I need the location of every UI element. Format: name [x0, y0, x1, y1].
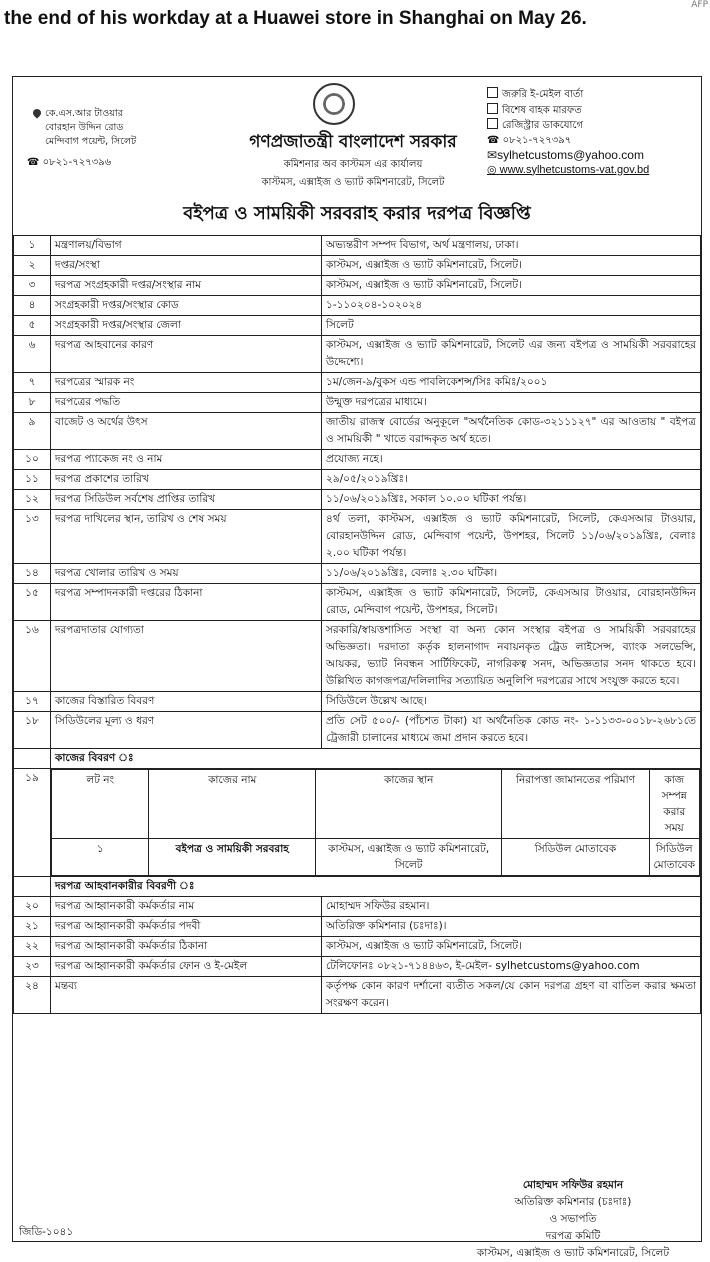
gd-code: জিডি-১০৪১: [19, 1226, 74, 1238]
table-row: [14, 470, 701, 490]
row-label: দরপত্র আহ্বানকারী কর্মকর্তার নাম: [51, 897, 322, 917]
table-row: [14, 510, 701, 564]
table-row: [14, 692, 701, 712]
row-value: সিডিউলে উল্লেখ আছে।: [322, 692, 701, 712]
row-number: ১০: [14, 450, 51, 470]
row-label: দরপত্র আহ্বানকারী কর্মকর্তার পদবী: [51, 917, 322, 937]
work-table: [51, 769, 700, 876]
work-value: সিডিউল মোতাবেক: [649, 839, 699, 876]
work-data-row: [52, 839, 700, 876]
row-number: ৯: [14, 413, 51, 450]
row-label: দপ্তর/সংস্থা: [51, 256, 322, 276]
signatory-designation: অতিরিক্ত কমিশনার (চঃদাঃ): [514, 1196, 632, 1208]
delivery-contact-block: [487, 87, 649, 177]
row-value: সরকারি/স্বায়ত্তশাসিত সংস্থা বা অন্য কোন সংস্থার বইপত্র ও সাময়িকী সরবরাহের অভিজ্ঞতা। দরদাতা কর্তৃক হালনাগাদ নবায়নকৃত ট্রেড লাইসেন্স, ব্যাংক সলভেন্সি, আয়কর, ভ্যাট নিবন্ধন সার্টিফিকেট, নাগরিকত্ব সনদ, অভিজ্ঞতার সনদ থাকতে হবে। উল্লিখিত কাগজপত্র/দলিলাদির সত্যায়িত অনুলিপি দরপত্রের সাথে সংযুক্ত করতে হবে।: [322, 621, 701, 692]
work-header: কাজ সম্পন্ন করার সময়: [649, 770, 699, 839]
row-value: ২৯/০৫/২০১৯খ্রিঃ।: [322, 470, 701, 490]
row-label: সংগ্রহকারী দপ্তর/সংস্থার কোড: [51, 296, 322, 316]
row-number: ৪: [14, 296, 51, 316]
row-value: ১-১১০২০৪-১০২০২৪: [322, 296, 701, 316]
work-header: লট নং: [52, 770, 149, 839]
row-number: ২৪: [14, 977, 51, 1014]
row-number: ১২: [14, 490, 51, 510]
row-value: প্রযোজ্য নহে।: [322, 450, 701, 470]
work-header: কাজের স্থান: [315, 770, 501, 839]
row-number: ১৫: [14, 584, 51, 621]
row-number: ৮: [14, 393, 51, 413]
table-row: [14, 584, 701, 621]
section-title: কাজের বিবরণ ঃ: [51, 749, 701, 769]
row-number: ২১: [14, 917, 51, 937]
work-row: [14, 769, 701, 877]
envelope-icon: ✉: [487, 148, 498, 162]
table-row: [14, 917, 701, 937]
signatory-name: মোহাম্মদ সফিউর রহমান: [522, 1179, 624, 1191]
row-label: সিডিউলের মূল্য ও ধরণ: [51, 712, 322, 749]
table-row: [14, 621, 701, 692]
row-value: কাস্টমস, এক্সাইজ ও ভ্যাট কমিশনারেট, সিলেট।: [322, 937, 701, 957]
commissionerate-name: কাস্টমস, এক্সাইজ ও ভ্যাট কমিশনারেট, সিলেট: [261, 177, 445, 188]
table-row: [14, 897, 701, 917]
right-phone-number: ০৮২১-৭২৭৩৯৭: [502, 134, 572, 146]
row-value: মোহাম্মদ সফিউর রহমান।: [322, 897, 701, 917]
row-label: সংগ্রহকারী দপ্তর/সংস্থার জেলা: [51, 316, 322, 336]
row-number: ২০: [14, 897, 51, 917]
row-number: ৫: [14, 316, 51, 336]
work-header-row: [52, 770, 700, 839]
row-number: ১৭: [14, 692, 51, 712]
work-value: কাস্টমস, এক্সাইজ ও ভ্যাট কমিশনারেট, সিলেট: [315, 839, 501, 876]
table-row: [14, 490, 701, 510]
row-value: ১১/০৬/২০১৯খ্রিঃ, সকাল ১০.০০ ঘটিকা পর্যন্ত।: [322, 490, 701, 510]
work-header: নিরাপত্তা জামানতের পরিমাণ: [502, 770, 649, 839]
work-value: ১: [52, 839, 149, 876]
right-phone: [487, 134, 649, 149]
row-label: কাজের বিস্তারিত বিবরণ: [51, 692, 322, 712]
row-label: দরপত্রের স্মারক নং: [51, 373, 322, 393]
row-label: দরপত্রদাতার যোগ্যতা: [51, 621, 322, 692]
empty-cell: [14, 749, 51, 769]
section-heading-row: [14, 749, 701, 769]
row-value: অভ্যন্তরীণ সম্পদ বিভাগ, অর্থ মন্ত্রণালয়, ঢাকা।: [322, 236, 701, 256]
row-number: ১: [14, 236, 51, 256]
table-row: [14, 937, 701, 957]
row-number: ১৩: [14, 510, 51, 564]
table-row: [14, 236, 701, 256]
work-value: বইপত্র ও সাময়িকী সরবরাহ: [149, 839, 316, 876]
globe-icon: ◎: [487, 163, 497, 176]
table-row: [14, 296, 701, 316]
signatory-committee: দরপত্র কমিটি: [545, 1230, 601, 1242]
table-row: [14, 276, 701, 296]
row-number: ৬: [14, 336, 51, 373]
row-label: দরপত্র আহবানের কারণ: [51, 336, 322, 373]
table-row: [14, 256, 701, 276]
row-value: ১১/০৬/২০১৯খ্রিঃ, বেলাঃ ২.৩০ ঘটিকা।: [322, 564, 701, 584]
checkbox-label: রেজিস্ট্রার ডাকযোগে: [502, 120, 584, 131]
row-value: ১ম/জেন-৯/বুকস এন্ড পাবলিকেশন্স/সিঃ কমিঃ/২০০১: [322, 373, 701, 393]
row-value: কাস্টমস, এক্সাইজ ও ভ্যাট কমিশনারেট, সিলেট এর জন্য বইপত্র ও সাময়িকী সরবরাহের উদ্দেশ্যে।: [322, 336, 701, 373]
work-cell: [51, 769, 701, 877]
signatory: [453, 1177, 693, 1262]
section-heading-row: [14, 877, 701, 897]
location-pin-icon: [31, 107, 42, 118]
signature-block: [13, 1173, 701, 1259]
row-value: প্রতি সেট ৫০০/- (পাঁচশত টাকা) যা অর্থনৈতিক কোড নং- ১-১১৩৩-০০১৮-২৬৮১তে ট্রেজারী চালানের মাধ্যমে জমা প্রদান করতে হবে।: [322, 712, 701, 749]
checkbox-row: [487, 87, 649, 103]
row-label: বাজেট ও অর্থের উৎস: [51, 413, 322, 450]
row-value: কাস্টমস, এক্সাইজ ও ভ্যাট কমিশনারেট, সিলেট, কেএসআর টাওয়ার, বোরহানউদ্দিন রোড, মেন্দিবাগ পয়েন্ট, উপশহর, সিলেট।: [322, 584, 701, 621]
table-row: [14, 712, 701, 749]
row-value: জাতীয় রাজস্ব বোর্ডের অনুকূলে "অর্থনৈতিক কোড-৩২১১১২৭" এর আওতায় " বইপত্র ও সাময়িকী " খাতে বরাদ্দকৃত অর্থ হতে।: [322, 413, 701, 450]
row-label: দরপত্রের পদ্ধতি: [51, 393, 322, 413]
office-name: কমিশনার অব কাস্টমস এর কার্যালয়: [283, 159, 423, 170]
checkbox-row: [487, 118, 649, 134]
checkbox-row: [487, 103, 649, 119]
row-number: ৭: [14, 373, 51, 393]
row-label: দরপত্র আহ্বানকারী কর্মকর্তার ঠিকানা: [51, 937, 322, 957]
table-row: [14, 564, 701, 584]
row-number: ২: [14, 256, 51, 276]
notice-header: [13, 77, 701, 197]
checkbox-icon[interactable]: [487, 87, 498, 98]
website-link[interactable]: www.sylhetcustoms-vat.gov.bd: [499, 163, 650, 176]
email-row: [487, 148, 649, 163]
row-value: কাস্টমস, এক্সাইজ ও ভ্যাট কমিশনারেট, সিলেট।: [322, 276, 701, 296]
phone-icon: ☎: [27, 157, 40, 168]
row-label: মন্ত্রণালয়/বিভাগ: [51, 236, 322, 256]
empty-cell: [14, 877, 51, 897]
row-value: উন্মুক্ত দরপত্রের মাধ্যমে।: [322, 393, 701, 413]
row-label: দরপত্র সম্পাদনকারী দপ্তরের ঠিকানা: [51, 584, 322, 621]
signatory-role: ও সভাপতি: [549, 1213, 597, 1225]
row-label: দরপত্র সিডিউল সর্বশেষ প্রাপ্তির তারিখ: [51, 490, 322, 510]
row-label: দরপত্র প্যাকেজ নং ও নাম: [51, 450, 322, 470]
row-number: ১৮: [14, 712, 51, 749]
address-line: মেন্দিবাগ পয়েন্ট, সিলেট: [45, 136, 137, 147]
row-number: ১৯: [14, 769, 51, 877]
row-label: দরপত্র সংগ্রহকারী দপ্তর/সংস্থার নাম: [51, 276, 322, 296]
government-title: গণপ্রজাতন্ত্রী বাংলাদেশ সরকার: [249, 132, 457, 152]
row-value: কর্তৃপক্ষ কোন কারণ দর্শানো ব্যতীত সকল/যে কোন দরপত্র গ্রহণ বা বাতিল করার ক্ষমতা সংরক্ষণ করেন।: [322, 977, 701, 1014]
work-header: কাজের নাম: [149, 770, 316, 839]
checkbox-icon[interactable]: [487, 103, 498, 114]
table-row: [14, 373, 701, 393]
tender-notice: [12, 76, 702, 1259]
signatory-office: কাস্টমস, এক্সাইজ ও ভ্যাট কমিশনারেট, সিলেট: [476, 1247, 670, 1259]
table-row: [14, 316, 701, 336]
address-line: কে.এস.আর টাওয়ার: [45, 108, 123, 119]
email-address[interactable]: sylhetcustoms@yahoo.com: [497, 148, 644, 162]
row-value: কাস্টমস, এক্সাইজ ও ভ্যাট কমিশনারেট, সিলেট।: [322, 256, 701, 276]
row-value: অতিরিক্ত কমিশনার (চঃদাঃ)।: [322, 917, 701, 937]
checkbox-label: বিশেষ বাহক মারফত: [502, 104, 582, 116]
photo-credit: AFP: [691, 0, 708, 10]
checkbox-icon[interactable]: [487, 118, 498, 129]
row-label: দরপত্র দাখিলের স্থান, তারিখ ও শেষ সময়: [51, 510, 322, 564]
office-address: [45, 107, 136, 149]
section-title: দরপত্র আহবানকারীর বিবরণী ঃ: [51, 877, 701, 897]
row-number: ৩: [14, 276, 51, 296]
left-phone: [27, 155, 111, 172]
row-number: ১৪: [14, 564, 51, 584]
table-row: [14, 957, 701, 977]
news-headline: the end of his workday at a Huawei store in Shanghai on May 26.: [4, 8, 587, 29]
table-row: [14, 393, 701, 413]
row-number: ২৩: [14, 957, 51, 977]
government-seal-icon: [313, 83, 355, 125]
row-number: ২২: [14, 937, 51, 957]
row-value: ৪র্থ তলা, কাস্টমস, এক্সাইজ ও ভ্যাট কমিশনারেট, সিলেট, কেএসআর টাওয়ার, বোরহানউদ্দিন রোড, মেন্দিবাগ পয়েন্ট, উপশহর, সিলেট ১১/০৬/২০১৯খ্রিঃ, বেলাঃ ২.০০ ঘটিকা পর্যন্ত।: [322, 510, 701, 564]
row-value: টেলিফোনঃ ০৮২১-৭১৪৪৬৩, ই-মেইল- sylhetcustoms@yahoo.com: [322, 957, 701, 977]
address-line: বোরহান উদ্দিন রোড: [45, 122, 124, 133]
row-label: দরপত্র আহ্বানকারী কর্মকর্তার ফোন ও ই-মেইল: [51, 957, 322, 977]
row-value: সিলেট: [322, 316, 701, 336]
tender-table: [13, 235, 701, 1014]
row-label: দরপত্র প্রকাশের তারিখ: [51, 470, 322, 490]
table-row: [14, 336, 701, 373]
table-row: [14, 413, 701, 450]
row-label: দরপত্র খোলার তারিখ ও সময়: [51, 564, 322, 584]
row-number: ১৬: [14, 621, 51, 692]
checkbox-label: জরুরি ই-মেইল বার্তা: [502, 89, 584, 100]
website-row: [487, 163, 649, 178]
row-number: ১১: [14, 470, 51, 490]
phone-icon: ☎: [487, 134, 500, 146]
notice-title: বইপত্র ও সাময়িকী সরবরাহ করার দরপত্র বিজ্ঞপ্তি: [183, 203, 531, 224]
left-phone-number: ০৮২১-৭২৭৩৯৬: [42, 157, 112, 168]
work-value: সিডিউল মোতাবেক: [502, 839, 649, 876]
table-row: [14, 977, 701, 1014]
row-label: মন্তব্য: [51, 977, 322, 1014]
table-row: [14, 450, 701, 470]
